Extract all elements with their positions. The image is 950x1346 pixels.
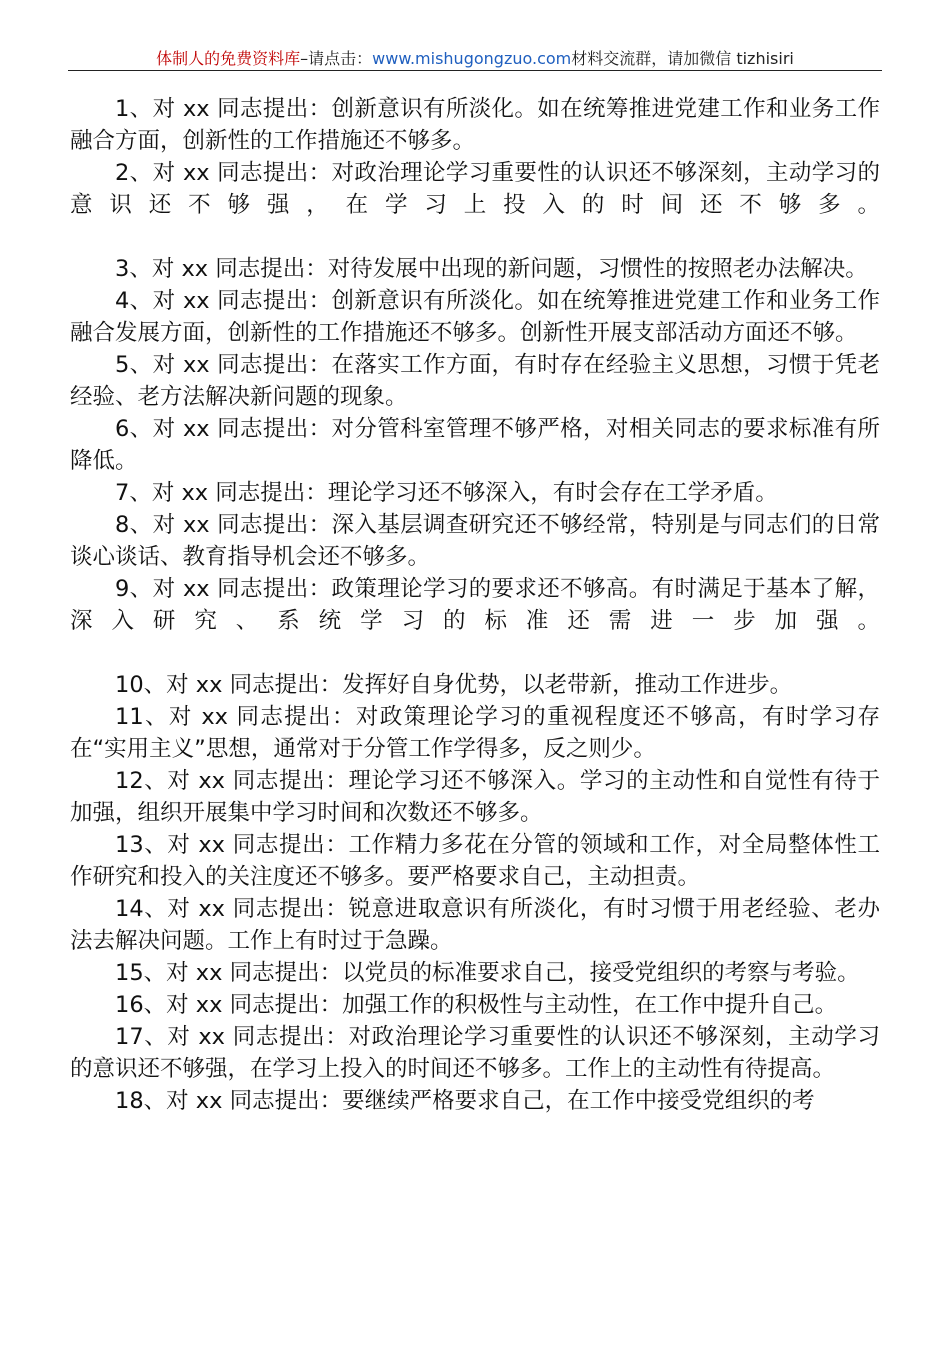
paragraph-number: 2、 [115,160,153,186]
header-divider [68,70,882,71]
paragraph-text: 对 xx 同志提出：理论学习还不够深入。学习的主动性和自觉性有待于加强，组织开展集中学习时间和次数还不够多。 [70,768,881,826]
paragraph-text: 对 xx 同志提出：工作精力多花在分管的领域和工作，对全局整体性工作研究和投入的关注度还不够多。要严格要求自己，主动担责。 [70,832,881,890]
paragraph-number: 16、 [115,992,167,1018]
paragraph-text: 对 xx 同志提出：要继续严格要求自己，在工作中接受党组织的考 [166,1088,815,1114]
paragraph-text: 对 xx 同志提出：发挥好自身优势，以老带新，推动工作进步。 [166,672,793,698]
paragraph-12 [70,765,880,829]
header-note: 材料交流群，请加微信 tizhisiri [571,49,794,68]
paragraph-7 [70,477,880,509]
paragraph-text: 对 xx 同志提出：对政治理论学习重要性的认识还不够深刻，主动学习的意识还不够强，在学习上投入的时间还不够多。 [70,160,880,218]
paragraph-number: 14、 [115,896,168,922]
paragraph-text: 对 xx 同志提出：对政治理论学习重要性的认识还不够深刻，主动学习的意识还不够强，在学习上投入的时间还不够多。工作上的主动性有待提高。 [70,1024,881,1082]
header-brand: 体制人的免费资料库 [156,49,301,68]
paragraph-1 [70,93,880,157]
paragraph-number: 13、 [115,832,168,858]
paragraph-number: 17、 [115,1024,168,1050]
paragraph-2 [70,157,880,221]
paragraph-text: 对 xx 同志提出：对分管科室管理不够严格，对相关同志的要求标准有所降低。 [70,416,880,474]
paragraph-10 [70,669,880,701]
paragraph-number: 6、 [115,416,153,442]
paragraph-14 [70,893,880,957]
paragraph-number: 10、 [115,672,167,698]
paragraph-number: 9、 [115,576,153,602]
paragraph-5 [70,349,880,413]
paragraph-text: 对 xx 同志提出：对待发展中出现的新问题，习惯性的按照老办法解决。 [151,256,868,282]
paragraph-13 [70,829,880,893]
paragraph-11 [70,701,880,765]
paragraph-6 [70,413,880,477]
page-header [68,48,882,70]
paragraph-number: 3、 [115,256,152,282]
paragraph-16 [70,989,880,1021]
paragraph-number: 5、 [115,352,153,378]
paragraph-text: 对 xx 同志提出：以党员的标准要求自己，接受党组织的考察与考验。 [166,960,860,986]
paragraph-number: 7、 [115,480,152,506]
paragraph-number: 18、 [115,1088,167,1114]
paragraph-text: 对 xx 同志提出：深入基层调查研究还不够经常，特别是与同志们的日常谈心谈话、教育指导机会还不够多。 [70,512,880,570]
paragraph-text: 对 xx 同志提出：加强工作的积极性与主动性，在工作中提升自己。 [166,992,838,1018]
paragraph-15 [70,957,880,989]
header-prompt: –请点击： [300,49,373,68]
paragraph-18 [70,1085,880,1117]
paragraph-text: 对 xx 同志提出：理论学习还不够深入，有时会存在工学矛盾。 [151,480,778,506]
paragraph-4 [70,285,880,349]
paragraph-9 [70,573,880,637]
header-link[interactable]: www.mishugongzuo.com [372,49,572,68]
paragraph-text: 对 xx 同志提出：创新意识有所淡化。如在统筹推进党建工作和业务工作融合发展方面，创新性的工作措施还不够多。创新性开展支部活动方面还不够。 [70,288,880,346]
paragraph-text: 对 xx 同志提出：锐意进取意识有所淡化，有时习惯于用老经验、老办法去解决问题。工作上有时过于急躁。 [70,896,881,954]
paragraph-8 [70,509,880,573]
paragraph-text: 对 xx 同志提出：创新意识有所淡化。如在统筹推进党建工作和业务工作融合方面，创新性的工作措施还不够多。 [70,96,880,154]
paragraph-number: 12、 [115,768,168,794]
paragraph-17 [70,1021,880,1085]
paragraph-number: 8、 [115,512,153,538]
paragraph-number: 1、 [115,96,153,122]
paragraph-text: 对 xx 同志提出：对政策理论学习的重视程度还不够高，有时学习存在“实用主义”思想，通常对于分管工作学得多，反之则少。 [70,704,880,762]
document-body [70,93,880,1117]
paragraph-number: 15、 [115,960,167,986]
paragraph-3 [70,253,880,285]
paragraph-number: 4、 [115,288,153,314]
paragraph-number: 11、 [115,704,169,730]
paragraph-text: 对 xx 同志提出：在落实工作方面，有时存在经验主义思想，习惯于凭老经验、老方法解决新问题的现象。 [70,352,880,410]
paragraph-text: 对 xx 同志提出：政策理论学习的要求还不够高。有时满足于基本了解，深入研究、系统学习的标准还需进一步加强。 [70,576,880,634]
